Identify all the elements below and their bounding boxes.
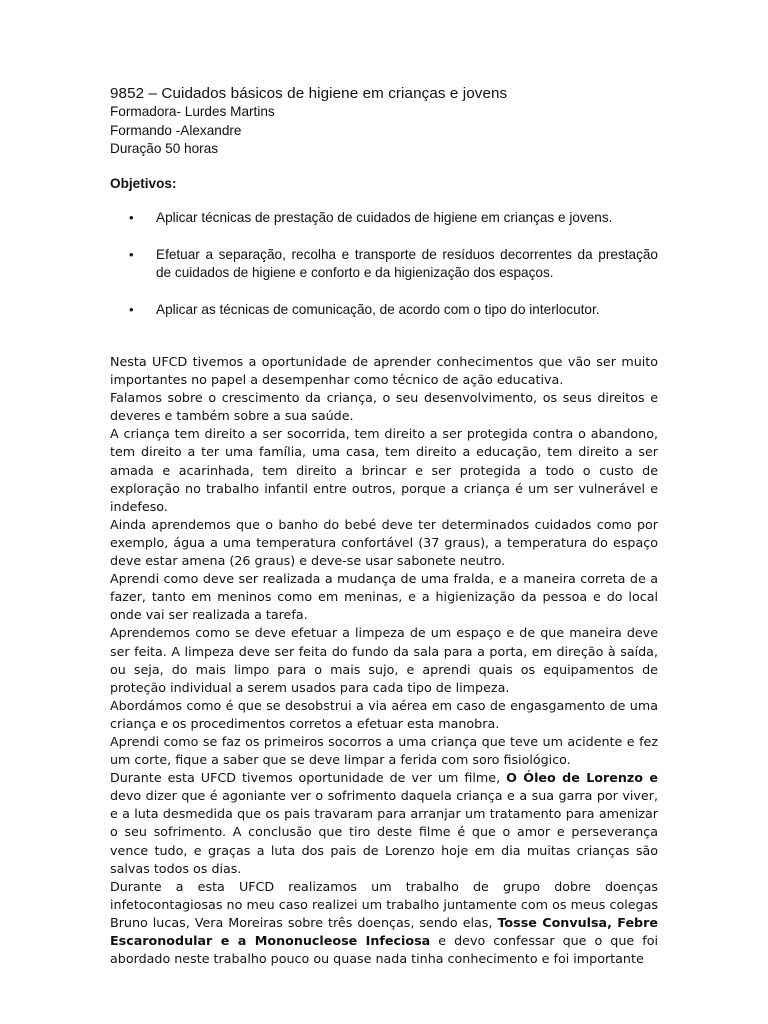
document-header [110,84,670,159]
paragraph-text: devo dizer que é agoniante ver o sofrimento daquela criança e a sua garra por viver, e a luta desmedida que os pais travaram para arranjar um tratamento para amenizar o seu sofrimento. A conclusão que tiro deste filme é que o amor e perseverança vence tudo, e graças a luta dos pais de Lorenzo hoje em dia muitas crianças são salvas todos os dias. [110,788,658,876]
objectives-list [110,209,658,337]
objective-item [110,301,658,320]
paragraph-text: Durante esta UFCD tivemos oportunidade de ver um filme, [110,770,507,786]
bullet-icon: • [129,210,134,225]
paragraph-text: e devo confessar que o que foi abordado neste trabalho pouco ou quase nada tinha conhecimento e foi importante [110,933,658,967]
body-paragraph: Abordámos como é que se desobstrui a via aérea em caso de engasgamento de uma criança e os procedimentos corretos a efetuar esta manobra. [110,697,658,731]
body-paragraph: Aprendemos como se deve efetuar a limpeza de um espaço e de que maneira deve ser feita. A limpeza deve ser feita do fundo da sala para a porta, em direção à saída, ou seja, do mais limpo para o mais sujo, e aprendi quais os equipamentos de proteção individual a serem usados para cada tipo de limpeza. [110,625,658,695]
objectives-heading: Objetivos: [110,176,177,191]
body-paragraph: Aprendi como se faz os primeiros socorros a uma criança que teve um acidente e fez um corte, fique a saber que se deve limpar a ferida com soro fisiológico. [110,733,658,768]
bullet-icon: • [129,246,134,262]
trainee-line: Formando -Alexandre [110,122,242,138]
film-title: O Óleo de Lorenzo e [506,770,658,786]
body-paragraph: Falamos sobre o crescimento da criança, o seu desenvolvimento, os seus direitos e deveres e também sobre a sua saúde. [110,390,658,424]
paragraph-text: Durante a esta UFCD realizamos um trabalho de grupo dobre doenças infetocontagiosas no meu caso realizei um trabalho juntamente com os meus colegas Bruno lucas, Vera Moreiras sobre três doenças, sendo elas, [110,878,658,930]
report-body [110,353,658,968]
objective-item [110,246,658,283]
bullet-icon: • [129,301,134,317]
body-paragraph: Nesta UFCD tivemos a oportunidade de aprender conhecimentos que vão ser muito importantes no papel a desempenhar como técnico de ação educativa. [110,354,658,388]
body-paragraph: Ainda aprendemos que o banho do bebé deve ter determinados cuidados como por exemplo, água a uma temperatura confortável (37 graus), a temperatura do espaço deve estar amena (26 graus) e deve-se usar sabonete neutro. [110,516,658,569]
objective-item [110,209,658,228]
body-paragraph: A criança tem direito a ser socorrida, tem direito a ser protegida contra o abandono, tem direito a ter uma família, uma casa, tem direito a educação, tem direito a ser amada e acarinhada, tem direito a brincar e ser protegida a todo o custo de exploração no trabalho infantil entre outros, porque a criança é um ser vulnerável e indefeso. [110,426,658,514]
document-title: 9852 – Cuidados básicos de higiene em crianças e jovens [110,85,508,102]
objective-text: Efetuar a separação, recolha e transporte de resíduos decorrentes da prestação de cuidados de higiene e conforto e da higienização dos espaços. [156,246,658,280]
objective-text: Aplicar técnicas de prestação de cuidados de higiene em crianças e jovens. [156,210,613,225]
trainer-line: Formadora- Lurdes Martins [110,104,275,119]
disease-names: Tosse Convulsa, Febre Escaronodular e a Mononucleose Infeciosa [110,914,658,948]
duration-line: Duração 50 horas [110,141,219,156]
objective-text: Aplicar as técnicas de comunicação, de acordo com o tipo do interlocutor. [156,301,600,317]
body-paragraph: Aprendi como deve ser realizada a mudança de uma fralda, e a maneira correta de a fazer, tanto em meninos como em meninas, e a higienização da pessoa e do local onde vai ser realizada a tarefa. [110,571,658,623]
body-paragraph-film [110,769,658,878]
body-paragraph-group-work [110,878,658,968]
